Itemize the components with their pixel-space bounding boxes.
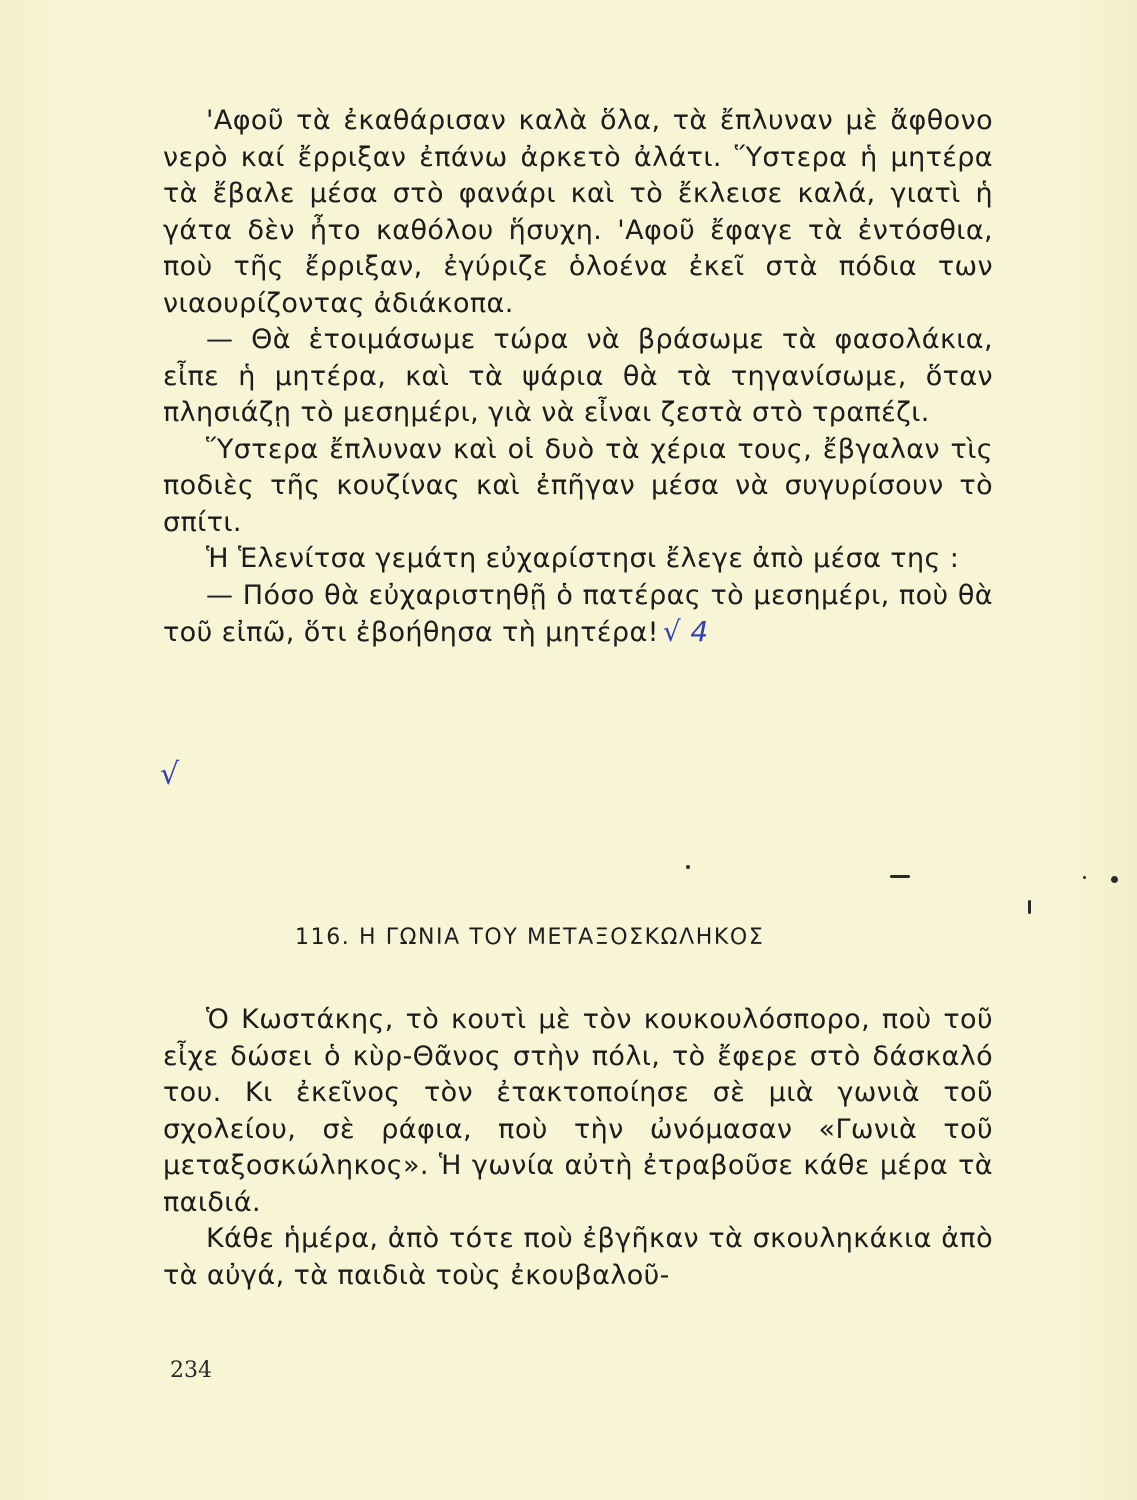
ink-speck <box>1028 900 1031 914</box>
bottom-text-block <box>163 1002 993 1294</box>
paragraph: Ὕστερα ἔπλυναν καὶ οἱ δυὸ τὰ χέρια τους, ἔβγαλαν τὶς ποδιὲς τῆς κουζίνας καὶ ἐπῆγαν μέσα νὰ συγυρίσουν τὸ σπίτι. <box>163 433 993 538</box>
ink-speck <box>686 865 690 869</box>
paragraph: — Θὰ ἑτοιμάσωμε τώρα νὰ βράσωμε τὰ φασολάκια, εἶπε ἡ μητέρα, καὶ τὰ ψάρια θὰ τὰ τηγανίσωμε, ὅταν πλησιάζῃ τὸ μεσημέρι, γιὰ νὰ εἶναι ζεστὰ στὸ τραπέζι. <box>163 324 993 428</box>
paragraph: Ὁ Κωστάκης, τὸ κουτὶ μὲ τὸν κουκουλόσπορο, ποὺ τοῦ εἶχε δώσει ὁ κὺρ-Θᾶνος στὴν πόλι, τὸ ἔφερε στὸ δάσκαλό του. Κι ἐκεῖνος τὸν ἐτακτοποίησε σὲ μιὰ γωνιὰ τοῦ σχολείου, σὲ ράφια, ποὺ τὴν ὠνόμασαν «Γωνιὰ τοῦ μεταξοσκώληκος». Ἡ γωνία αὐτὴ ἐτραβοῦσε κάθε μέρα τὰ παιδιά. <box>163 1004 993 1218</box>
page-number: 234 <box>170 1358 212 1383</box>
quote-text: — Πόσο θὰ εὐχαριστηθῇ ὁ πατέρας τὸ μεσημέρι, ποὺ θὰ τοῦ εἰπῶ, ὅτι ἐβοήθησα τὴ μητέρα! <box>163 579 993 648</box>
quote-paragraph <box>163 578 993 652</box>
paragraph: Κάθε ἡμέρα, ἀπὸ τότε ποὺ ἐβγῆκαν τὰ σκουληκάκια ἀπὸ τὰ αὐγά, τὰ παιδιὰ τοὺς ἐκουβαλοῦ- <box>163 1223 993 1291</box>
paragraph: 'Αφοῦ τὰ ἐκαθάρισαν καλὰ ὅλα, τὰ ἔπλυναν μὲ ἄφθονο νερὸ καί ἔρριξαν ἐπάνω ἀρκετὸ ἀλάτι. Ὕστερα ἡ μητέρα τὰ ἔβαλε μέσα στὸ φανάρι καὶ τὸ ἔκλεισε καλά, γιατὶ ἡ γάτα δὲν ἦτο καθόλου ἥσυχη. 'Αφοῦ ἔφαγε τὰ ἐντόσθια, ποὺ τῆς ἔρριξαν, ἐγύριζε ὁλοένα ἐκεῖ στὰ πόδια των νιαουρίζοντας ἀδιάκοπα. <box>163 105 993 319</box>
paragraph: Ἡ Ἑλενίτσα γεμάτη εὐχαρίστησι ἔλεγε ἀπὸ μέσα της : <box>206 543 960 574</box>
ink-speck <box>890 875 910 878</box>
handwritten-check-mark-left: √ <box>160 757 180 792</box>
section-heading: 116. Η ΓΩΝΙΑ ΤΟΥ ΜΕΤΑΞΟΣΚΩΛΗΚΟΣ <box>295 925 765 950</box>
top-text-block <box>163 103 993 652</box>
handwritten-check-mark-end: √ 4 <box>662 615 709 648</box>
ink-speck <box>1111 876 1118 883</box>
ink-speck <box>1083 876 1086 879</box>
